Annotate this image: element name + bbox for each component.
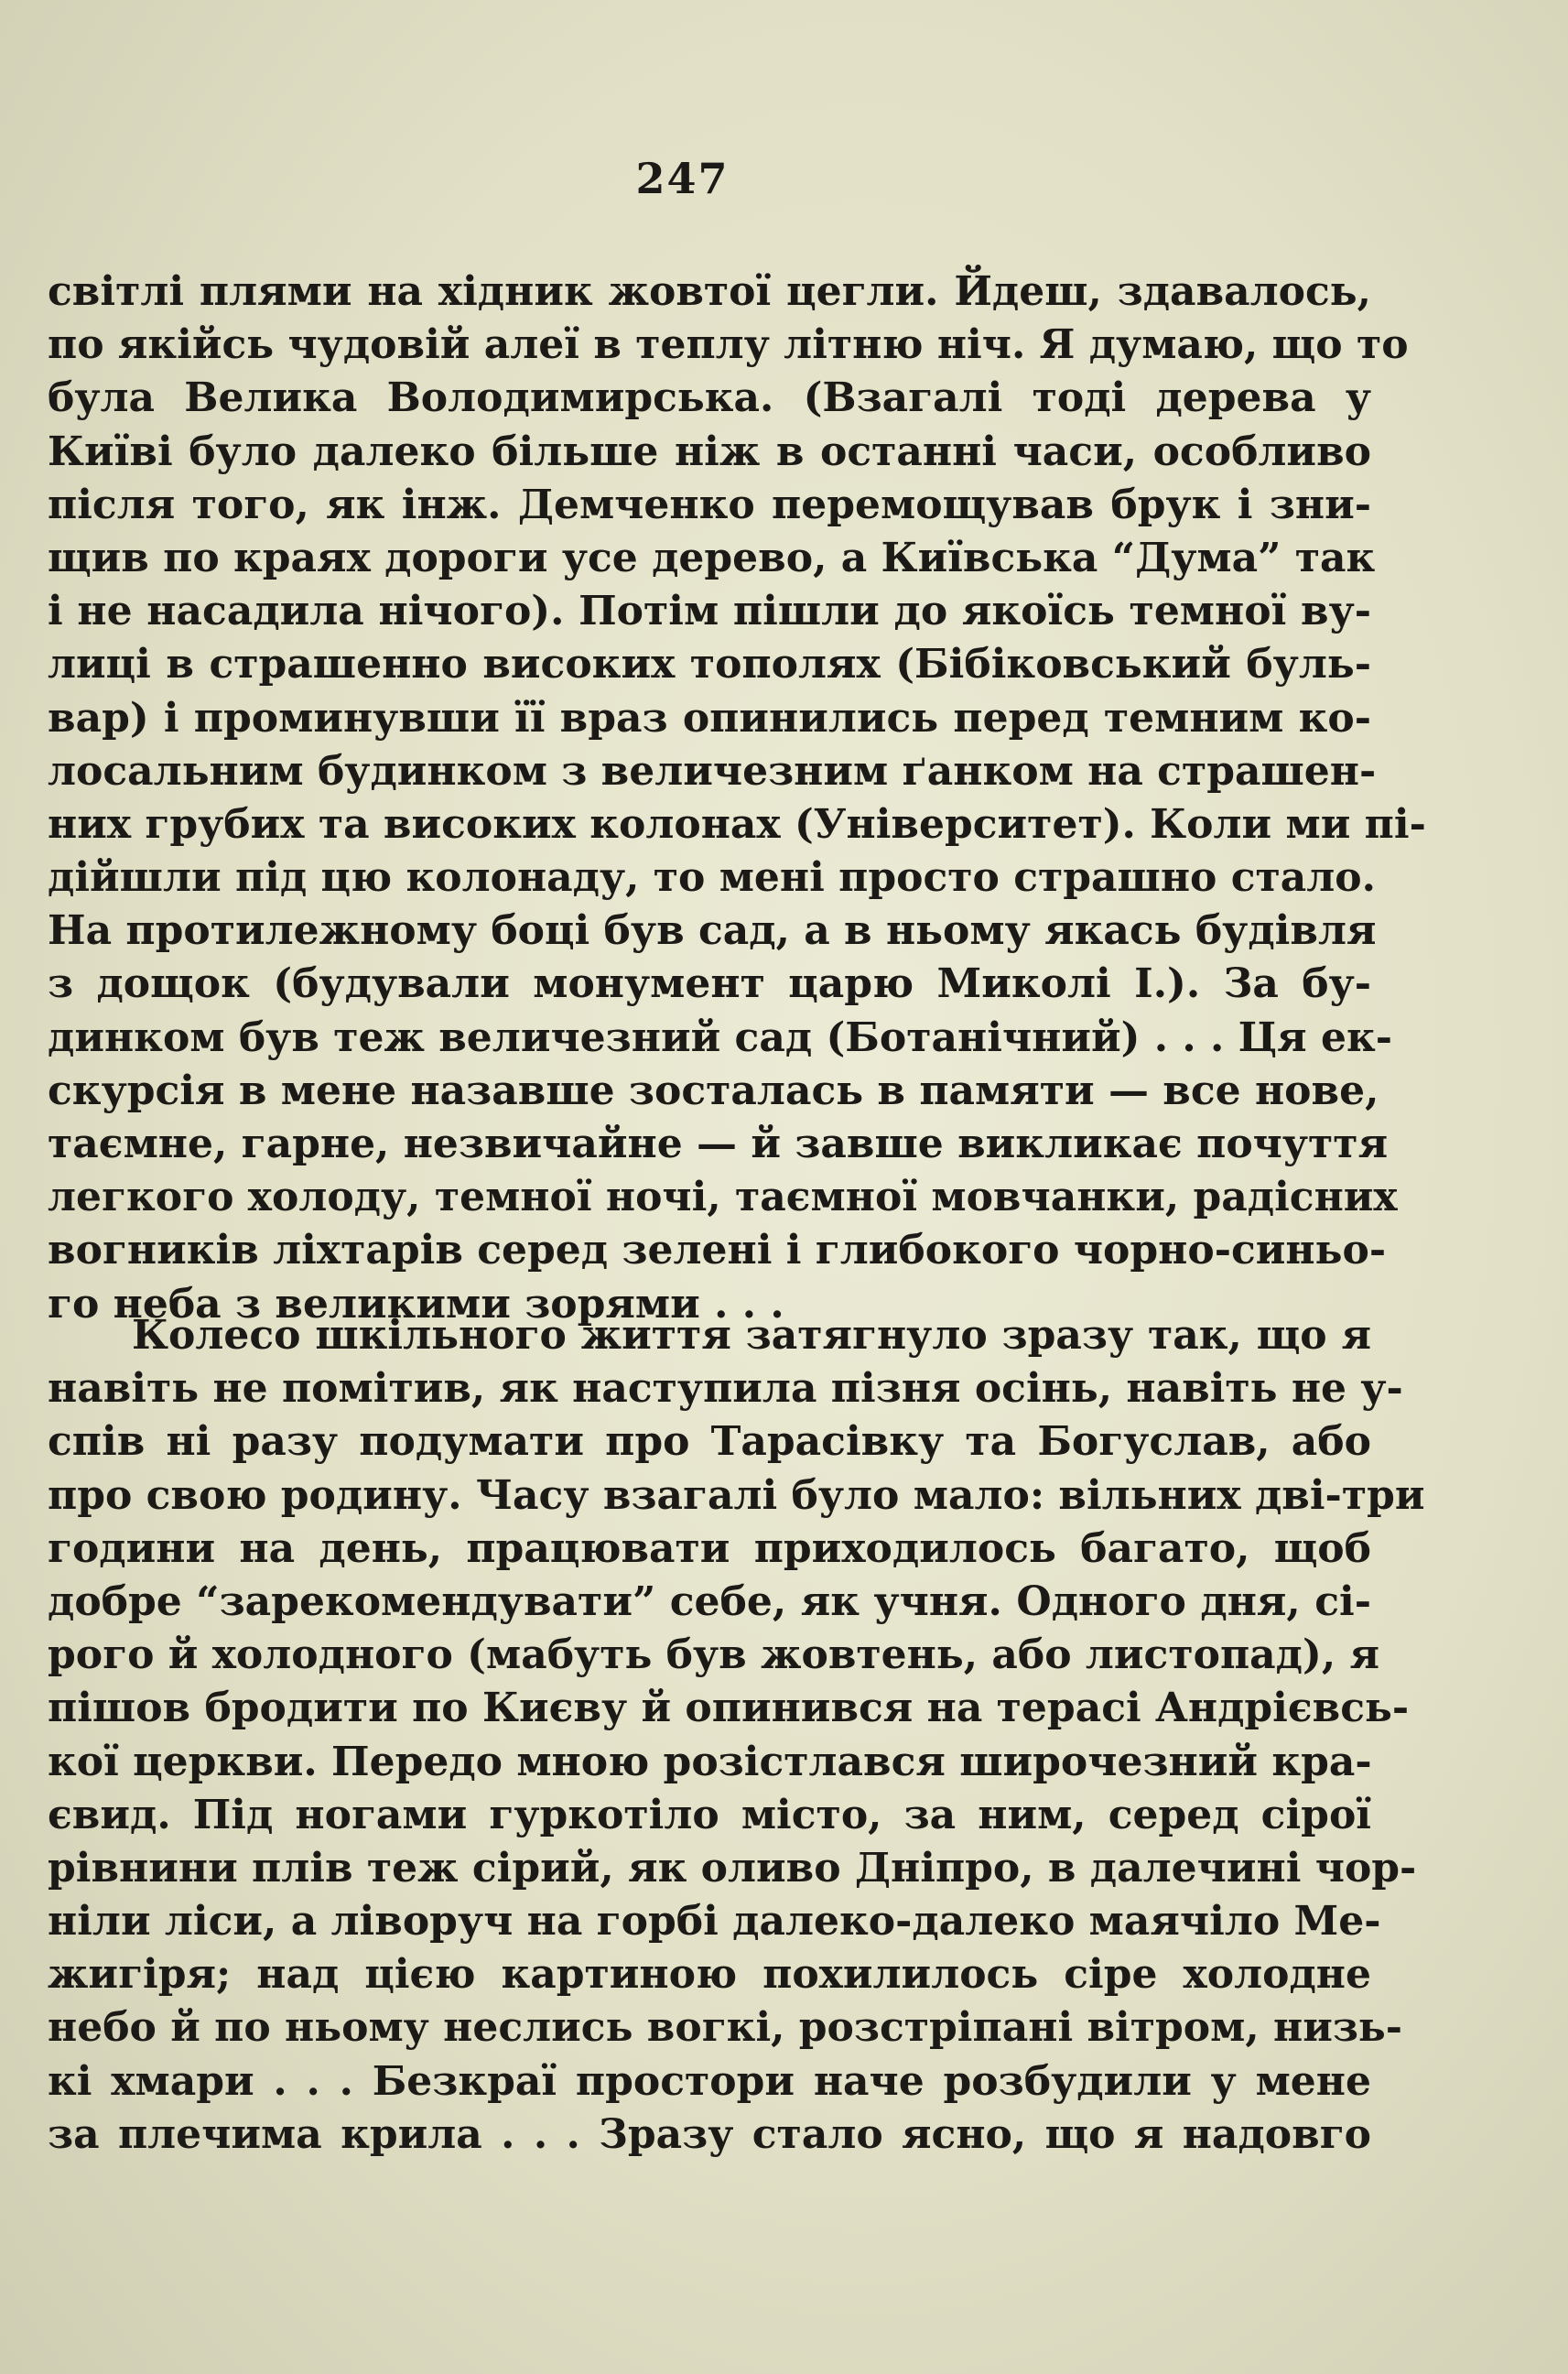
text-line: жигіря; над цією картиною похилилось сіре холодне (48, 1951, 1371, 1999)
text-line: щив по краях дороги усе дерево, а Київська “Дума” так (48, 534, 1376, 581)
text-line: На протилежному боці був сад, а в ньому якась будівля (48, 907, 1377, 955)
text-line: про свою родину. Часу взагалі було мало: вільних дві-три (48, 1471, 1425, 1519)
text-line: години на день, працювати приходилось багато, щоб (48, 1524, 1371, 1572)
text-line: скурсія в мене назавше зосталась в памяти — все нове, (48, 1067, 1379, 1114)
text-line: пішов бродити по Києву й опинився на терасі Андрієвсь- (48, 1685, 1410, 1732)
text-line: світлі плями на хідник жовтої цегли. Йдеш, здавалось, (48, 268, 1371, 315)
text-line: таємне, гарне, незвичайне — й завше викликає почуття (48, 1121, 1389, 1167)
text-line: і не насадила нічого). Потім пішли до якоїсь темної ву- (48, 588, 1371, 635)
text-line: євид. Під ногами гуркотіло місто, за ним, серед сірої (48, 1791, 1371, 1838)
text-line: після того, як інж. Демченко перемощував брук і зни- (48, 481, 1371, 528)
text-line: вар) і проминувши її враз опинились перед темним ко- (48, 694, 1371, 742)
page-number: 247 (635, 154, 730, 203)
text-line: ніли ліси, а ліворуч на горбі далеко-далеко маячіло Ме- (48, 1898, 1381, 1946)
text-line: кі хмари . . . Безкраї простори наче розбудили у мене (48, 2057, 1371, 2105)
text-line: лосальним будинком з величезним ґанком на страшен- (48, 747, 1377, 795)
text-line: вогників ліхтарів серед зелені і глибокого чорно-синьо- (48, 1227, 1387, 1274)
text-line: кої церкви. Передо мною розістлався широчезний кра- (48, 1738, 1372, 1785)
text-line: добре “зарекомендувати” себе, як учня. Одного дня, сі- (48, 1577, 1371, 1625)
paragraph-1 (48, 266, 1426, 1331)
text-line: Колесо шкільного життя затягнуло зразу так, що я (132, 1312, 1371, 1359)
text-line: дійшли під цю колонаду, то мені просто страшно стало. (48, 854, 1376, 902)
text-line: навіть не помітив, як наступила пізня осінь, навіть не у- (48, 1365, 1403, 1413)
text-line: рівнини плів теж сірий, як оливо Дніпро, в далечині чор- (48, 1844, 1417, 1892)
text-line: спів ні разу подумати про Тарасівку та Богуслав, або (48, 1418, 1371, 1466)
text-line: з дощок (будували монумент царю Миколі І.). За бу- (48, 960, 1371, 1008)
text-line: була Велика Володимирська. (Взагалі тоді дерева у (48, 374, 1371, 422)
text-line: лиці в страшенно високих тополях (Бібіковський буль- (48, 641, 1371, 688)
paragraph-2 (48, 1309, 1425, 2162)
text-line: рого й холодного (мабуть був жовтень, або листопад), я (48, 1631, 1379, 1679)
text-line: го неба з великими зорями . . . (48, 1280, 784, 1328)
text-line: них грубих та високих колонах (Університет). Коли ми пі- (48, 800, 1426, 848)
text-line: небо й по ньому неслись вогкі, розстріпані вітром, низь- (48, 2004, 1403, 2052)
text-line: по якійсь чудовій алеї в теплу літню ніч. Я думаю, що то (48, 321, 1409, 369)
text-line: легкого холоду, темної ночі, таємної мовчанки, радісних (48, 1174, 1398, 1221)
text-line: Київі було далеко більше ніж в останні часи, особливо (48, 428, 1371, 475)
text-line: за плечима крила . . . Зразу стало ясно, що я надовго (48, 2110, 1371, 2158)
text-line: динком був теж величезний сад (Ботанічний) . . . Ця ек- (48, 1014, 1393, 1061)
